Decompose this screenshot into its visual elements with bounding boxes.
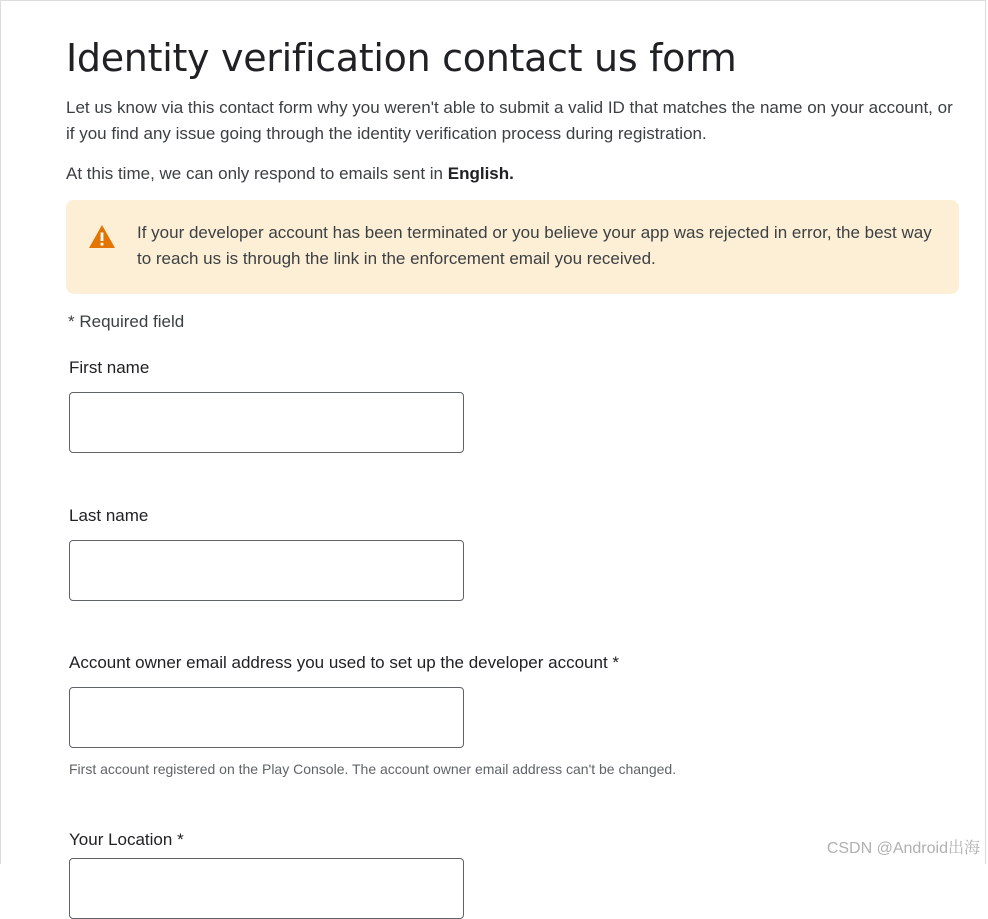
last-name-label: Last name [69,506,148,526]
form-content [66,31,961,187]
email-field[interactable] [69,687,464,748]
email-label: Account owner email address you used to set up the developer account * [69,653,619,673]
email-helper-text: First account registered on the Play Console. The account owner email address can't be changed. [69,761,676,777]
warning-triangle-icon [88,224,116,250]
location-input[interactable] [69,858,464,919]
first-name-input[interactable] [69,392,464,453]
page-title: Identity verification contact us form [66,31,961,85]
watermark: CSDN @Android出海 [827,835,980,858]
first-name-label: First name [69,358,149,378]
required-field-note: * Required field [68,312,184,332]
language-note-prefix: At this time, we can only respond to emails sent in [66,164,448,183]
warning-text: If your developer account has been terminated or you believe your app was rejected in error, the best way to reach us is through the link in the enforcement email you received. [137,220,937,272]
intro-text: Let us know via this contact form why you weren't able to submit a valid ID that matches the name on your account, or if you find any issue going through the identity verification process during registration. [66,95,961,147]
language-note-bold: English. [448,164,514,183]
language-note [66,161,961,187]
warning-banner [66,200,959,294]
last-name-input[interactable] [69,540,464,601]
location-label: Your Location * [69,830,184,850]
